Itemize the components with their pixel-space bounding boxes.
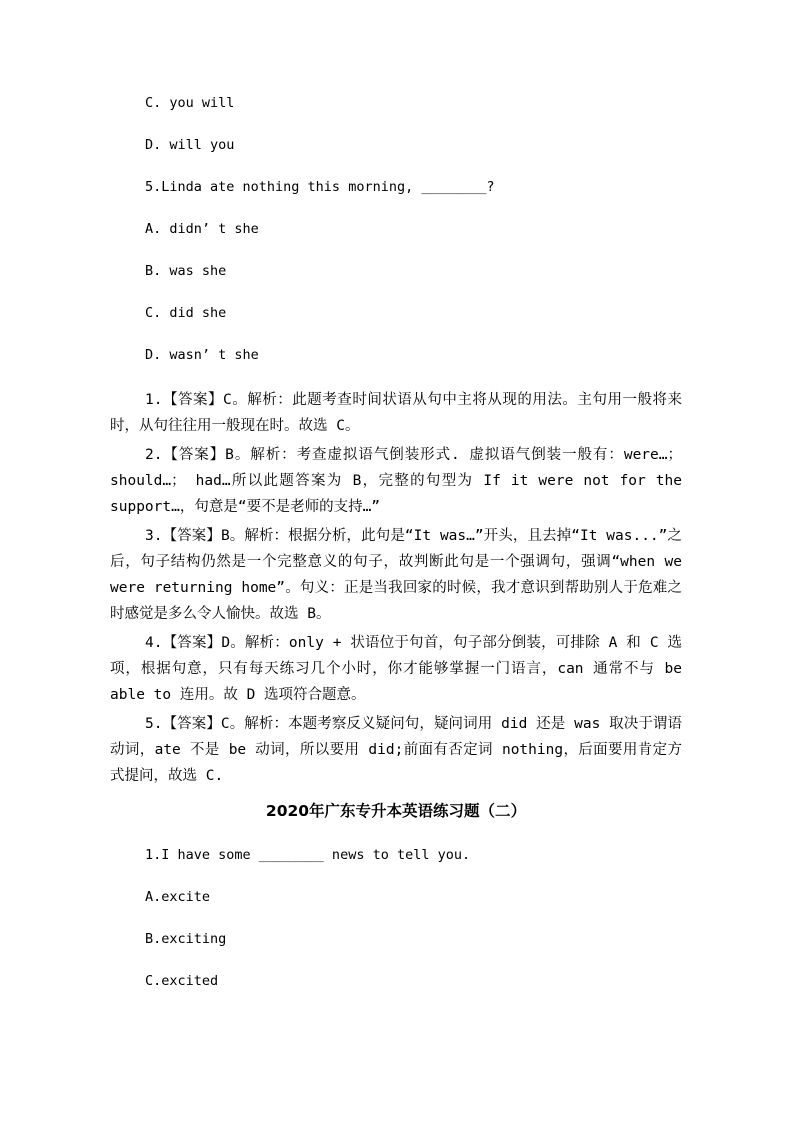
- option-line: C. you will: [145, 95, 235, 111]
- answer-explanation: 4.【答案】D。解析：only + 状语位于句首，句子部分倒装，可排除 A 和 C 选项，根据句意，只有每天练习几个小时，你才能够掌握一门语言，can 通常不与 be able to 连用。故 D 选项符合题意。: [110, 635, 682, 703]
- option-line: A.excite: [145, 889, 211, 905]
- option-line: B.exciting: [145, 931, 227, 947]
- option-line: C. did she: [145, 305, 227, 321]
- question-block-part1: [110, 93, 682, 366]
- answer-explanation: 5.【答案】C。解析：本题考察反义疑问句，疑问词用 did 还是 was 取决于谓语动词，ate 不是 be 动词，所以要用 did;前面有否定词 nothing，后面要用肯定方式提问，故选 C.: [110, 716, 682, 784]
- question-line: 5.Linda ate nothing this morning, ________?: [145, 179, 495, 195]
- section-heading: 2020年广东专升本英语练习题（二）: [265, 802, 527, 820]
- answer-explanation: 3.【答案】B。解析：根据分析，此句是“It was…”开头，且去掉“It was...”之后，句子结构仍然是一个完整意义的句子，故判断此句是一个强调句，强调“when we were returning home”。句义：正是当我回家的时候，我才意识到帮助别人于危难之时感觉是多么令人愉快。故选 B。: [110, 528, 682, 622]
- option-line: C.excited: [145, 973, 219, 989]
- option-line: B. was she: [145, 263, 227, 279]
- answer-explanation: 2.【答案】B。解析：考查虚拟语气倒装形式. 虚拟语气倒装一般有：were…；should…； had…所以此题答案为 B，完整的句型为 If it were not for the support…，句意是“要不是老师的支持…”: [110, 447, 682, 515]
- question-line: 1.I have some ________ news to tell you.: [145, 847, 471, 863]
- option-line: A. didn’ t she: [145, 221, 259, 237]
- question-block-part2: [110, 845, 682, 992]
- answer-explanation: 1.【答案】C。解析：此题考查时间状语从句中主将从现的用法。主句用一般将来时，从句往往用一般现在时。故选 C。: [110, 392, 682, 434]
- option-line: D. will you: [145, 137, 235, 153]
- option-line: D. wasn’ t she: [145, 347, 259, 363]
- answer-explanations-block: [110, 387, 682, 789]
